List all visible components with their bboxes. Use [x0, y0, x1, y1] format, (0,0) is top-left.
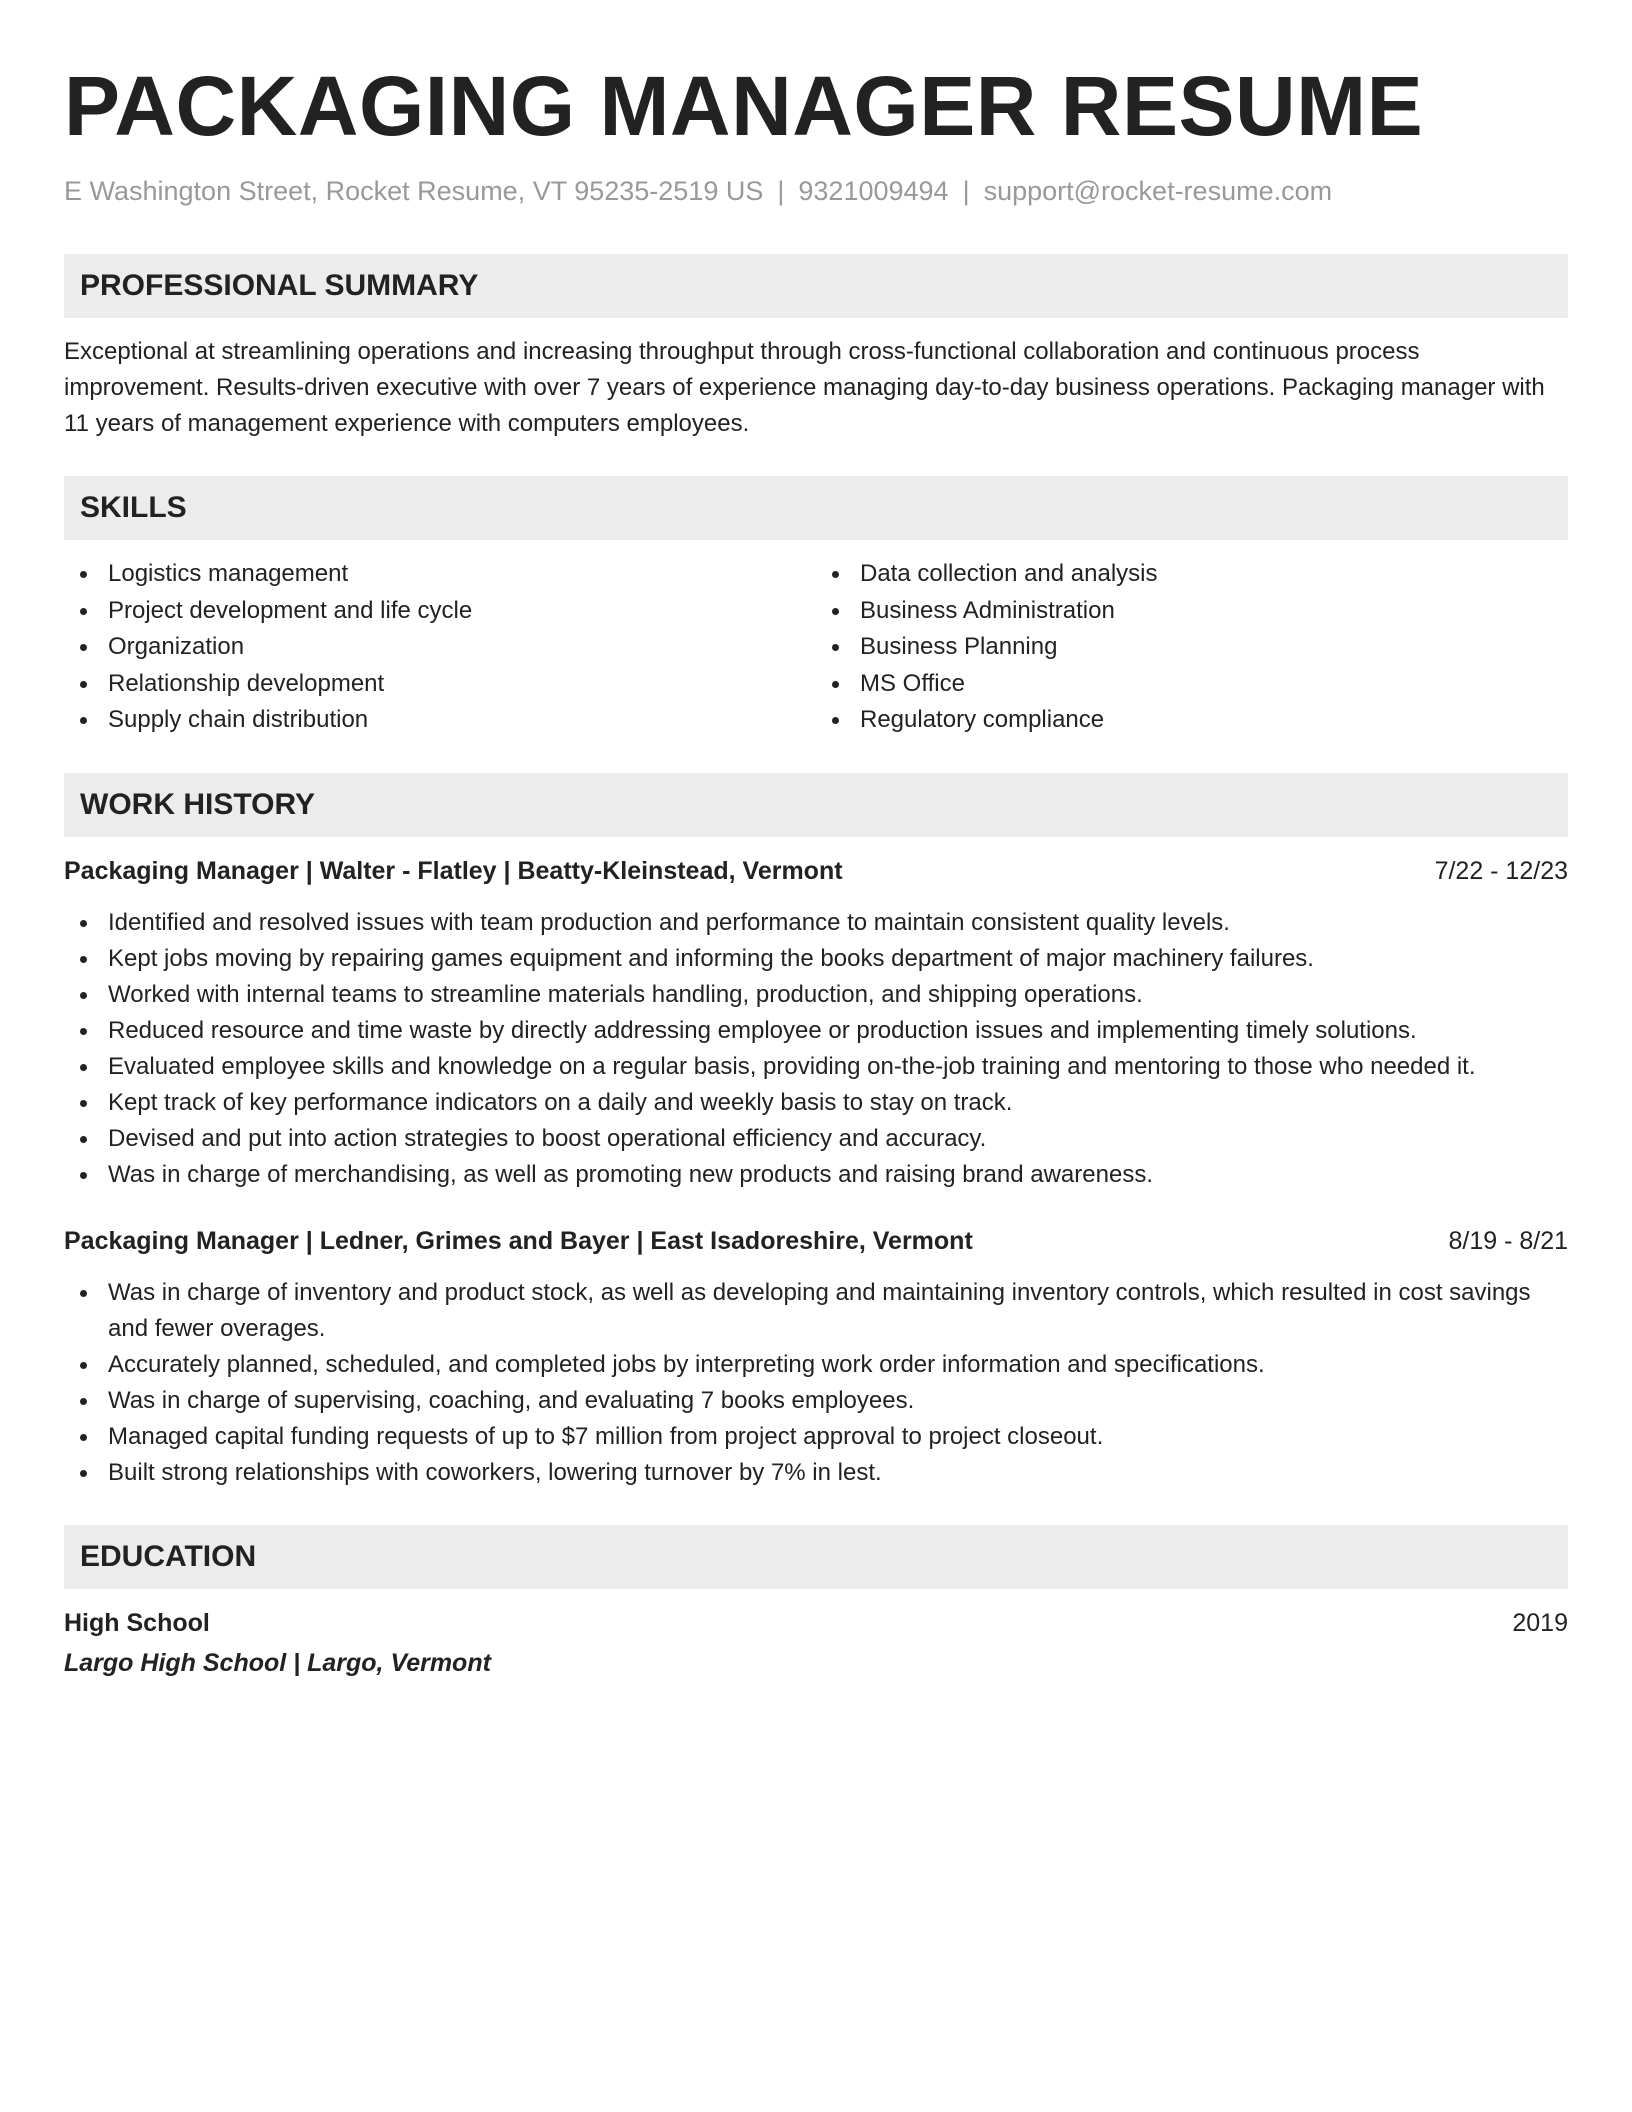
- job-bullet: Kept jobs moving by repairing games equipment and informing the books department of major machinery failures.: [64, 941, 1568, 977]
- job-dates: 8/19 - 8/21: [1448, 1226, 1568, 1255]
- education-heading: EDUCATION: [64, 1525, 1568, 1589]
- education-year: 2019: [1512, 1608, 1568, 1637]
- skill-item: Organization: [64, 629, 816, 666]
- skills-list: [64, 556, 1568, 739]
- skills-column-left: [64, 556, 816, 739]
- contact-phone: 9321009494: [798, 176, 949, 206]
- skill-item: MS Office: [816, 666, 1568, 703]
- job-bullet: Managed capital funding requests of up to $7 million from project approval to project closeout.: [64, 1419, 1568, 1455]
- skills-column-right: [816, 556, 1568, 739]
- job-bullet: Worked with internal teams to streamline materials handling, production, and shipping operations.: [64, 977, 1568, 1013]
- job-bullet: Devised and put into action strategies to boost operational efficiency and accuracy.: [64, 1121, 1568, 1157]
- job-bullet: Accurately planned, scheduled, and completed jobs by interpreting work order information and specifications.: [64, 1347, 1568, 1383]
- education-school: Largo High School | Largo, Vermont: [64, 1648, 491, 1677]
- contact-separator: |: [777, 176, 785, 206]
- job-header: [64, 853, 1568, 889]
- job-bullet: Evaluated employee skills and knowledge on a regular basis, providing on-the-job training and mentoring to those who needed it.: [64, 1049, 1568, 1085]
- skill-item: Business Administration: [816, 593, 1568, 630]
- job-bullet: Was in charge of supervising, coaching, and evaluating 7 books employees.: [64, 1383, 1568, 1419]
- skill-item: Data collection and analysis: [816, 556, 1568, 593]
- skill-item: Supply chain distribution: [64, 702, 816, 739]
- job-bullet: Reduced resource and time waste by directly addressing employee or production issues and implementing timely solutions.: [64, 1013, 1568, 1049]
- skills-heading: SKILLS: [64, 476, 1568, 540]
- education-degree: High School: [64, 1608, 210, 1637]
- job-bullet: Built strong relationships with coworkers, lowering turnover by 7% in lest.: [64, 1455, 1568, 1491]
- summary-text: Exceptional at streamlining operations and increasing throughput through cross-functional collaboration and continuous process improvement. Results-driven executive with over 7 years of experience managing day-to-day business operations. Packaging manager with 11 years of management experience with computers employees.: [64, 338, 1545, 437]
- contact-email: support@rocket-resume.com: [983, 176, 1333, 206]
- work-heading: WORK HISTORY: [64, 773, 1568, 837]
- contact-separator: |: [962, 176, 970, 206]
- job-title: Packaging Manager | Ledner, Grimes and Bayer | East Isadoreshire, Vermont: [64, 1226, 973, 1255]
- skill-item: Regulatory compliance: [816, 702, 1568, 739]
- job-entry: [64, 1223, 1568, 1491]
- job-entry: [64, 853, 1568, 1193]
- contact-line: [64, 174, 1568, 208]
- job-bullets: [64, 905, 1568, 1193]
- skill-item: Project development and life cycle: [64, 593, 816, 630]
- summary-heading: PROFESSIONAL SUMMARY: [64, 254, 1568, 318]
- skill-item: Logistics management: [64, 556, 816, 593]
- job-bullet: Kept track of key performance indicators on a daily and weekly basis to stay on track.: [64, 1085, 1568, 1121]
- job-bullet: Identified and resolved issues with team production and performance to maintain consistent quality levels.: [64, 905, 1568, 941]
- job-header: [64, 1223, 1568, 1259]
- contact-address: E Washington Street, Rocket Resume, VT 95235-2519 US: [64, 176, 764, 206]
- job-bullet: Was in charge of merchandising, as well as promoting new products and raising brand awareness.: [64, 1157, 1568, 1193]
- resume-title: PACKAGING MANAGER RESUME: [64, 59, 1424, 153]
- job-bullet: Was in charge of inventory and product stock, as well as developing and maintaining inventory controls, which resulted in cost savings and fewer overages.: [64, 1275, 1568, 1347]
- job-bullets: [64, 1275, 1568, 1491]
- skill-item: Relationship development: [64, 666, 816, 703]
- skill-item: Business Planning: [816, 629, 1568, 666]
- job-dates: 7/22 - 12/23: [1434, 856, 1568, 885]
- education-header: [64, 1605, 1568, 1641]
- job-title: Packaging Manager | Walter - Flatley | Beatty-Kleinstead, Vermont: [64, 856, 843, 885]
